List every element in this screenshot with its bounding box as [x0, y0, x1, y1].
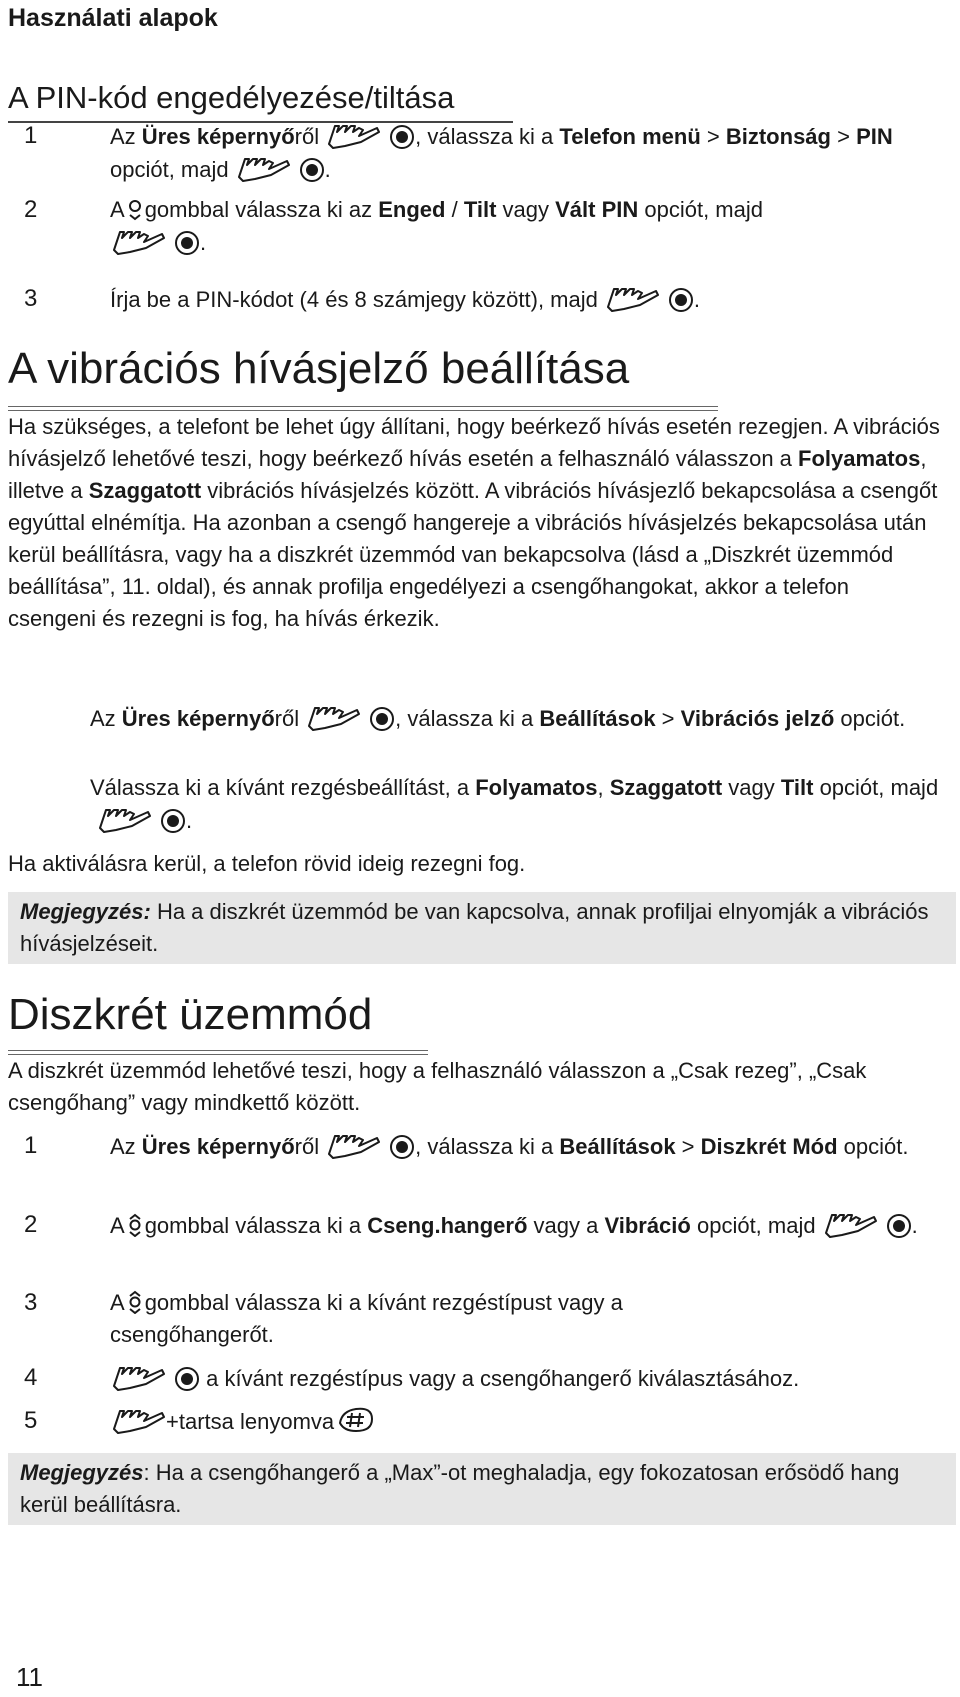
- ok-key-icon: [174, 230, 200, 256]
- menu-key-icon: [235, 153, 291, 183]
- ok-key-icon: [389, 1134, 415, 1160]
- vibra-note-box: Megjegyzés: Ha a diszkrét üzemmód be van kapcsolva, annak profiljai elnyomják a vibrációs hívásjelzéseit.: [8, 892, 956, 964]
- note-label: Megjegyzés:: [20, 899, 151, 924]
- pin-step-1: Az Üres képernyőről , válassza ki a Telefon menü > Biztonság > PIN opciót, majd .: [110, 120, 940, 186]
- vibra-activation-note: Ha aktiválásra kerül, a telefon rövid ideig rezegni fog.: [8, 851, 526, 876]
- menu-key-icon: [96, 804, 152, 834]
- discreet-intro: A diszkrét üzemmód lehetővé teszi, hogy a felhasználó válasszon a „Csak rezeg”, „Csak csengőhang” vagy mindkettő között.: [8, 1058, 867, 1115]
- step-number: 4: [24, 1364, 38, 1391]
- step-number: 3: [24, 285, 38, 312]
- discreet-step-1: Az Üres képernyőről , válassza ki a Beállítások > Diszkrét Mód opciót.: [110, 1130, 940, 1163]
- step-number: 3: [24, 1289, 38, 1316]
- menu-key-icon: [110, 1362, 166, 1392]
- ok-key-icon: [160, 808, 186, 834]
- menu-key-icon: [822, 1209, 878, 1239]
- discreet-step-2: A gombbal válassza ki a Cseng.hangerő vagy a Vibráció opciót, majd .: [110, 1209, 940, 1242]
- vibra-step-2: Válassza ki a kívánt rezgésbeállítást, a Folyamatos, Szaggatott vagy Tilt opciót, majd.: [90, 775, 939, 833]
- discreet-step-3: A gombbal válassza ki a kívánt rezgéstípust vagy a csengőhangerőt.: [110, 1290, 623, 1347]
- page-header: Használati alapok: [8, 4, 218, 32]
- menu-key-icon: [325, 120, 381, 150]
- discreet-section-title: Diszkrét üzemmód: [8, 990, 373, 1039]
- ok-key-icon: [299, 157, 325, 183]
- ok-key-icon: [389, 124, 415, 150]
- note-label: Megjegyzés: [20, 1460, 144, 1485]
- step-number: 1: [24, 122, 38, 149]
- menu-key-icon: [604, 283, 660, 313]
- vibra-step-1: Az Üres képernyőről , válassza ki a Beállítások > Vibrációs jelző opciót.: [90, 702, 940, 735]
- nav-down-key-icon: [127, 197, 143, 221]
- nav-updown-key-icon: [127, 1290, 143, 1314]
- step-number: 2: [24, 1211, 38, 1238]
- page-number: 11: [16, 1662, 43, 1692]
- ok-key-icon: [886, 1213, 912, 1239]
- pin-step-2: A gombbal válassza ki az Enged / Tilt vagy Vált PIN opciót, majd .: [110, 197, 763, 255]
- pin-step-3: Írja be a PIN-kódot (4 és 8 számjegy között), majd .: [110, 283, 940, 316]
- nav-updown-key-icon: [127, 1213, 143, 1237]
- pin-section-title: A PIN-kód engedélyezése/tiltása: [8, 80, 455, 115]
- vibra-description: Ha szükséges, a telefont be lehet úgy állítani, hogy beérkező hívás esetén rezegjen. A vibrációs hívásjelző lehetővé teszi, hogy beérkező hívás esetén a felhasználó válasszon a Folyamatos, illetve a Szaggatott vibrációs hívásjelzés között. A vibrációs hívásjezlő bekapcsolása a csengőt egyúttal elnémítja. Ha azonban a csengő hangereje a vibrációs hívásjelzés bekapcsolása után kerül beállításra, vagy ha a diszkrét üzemmód van bekapcsolva (lásd a „Diszkrét üzemmód beállítása”, 11. oldal), és annak profilja engedélyezi a csengőhangokat, akkor a telefon csengeni és rezegni is fog, ha hívás érkezik.: [8, 414, 940, 631]
- hash-key-icon: [336, 1405, 376, 1435]
- vibra-section-title: A vibrációs hívásjelző beállítása: [8, 344, 630, 393]
- discreet-step-5: +tartsa lenyomva: [110, 1405, 940, 1438]
- ok-key-icon: [369, 706, 395, 732]
- step-number: 2: [24, 196, 38, 223]
- ok-key-icon: [174, 1366, 200, 1392]
- ok-key-icon: [668, 287, 694, 313]
- menu-key-icon: [110, 1405, 166, 1435]
- menu-key-icon: [305, 702, 361, 732]
- menu-key-icon: [325, 1130, 381, 1160]
- step-number: 5: [24, 1407, 38, 1434]
- step-number: 1: [24, 1132, 38, 1159]
- discreet-step-4: a kívánt rezgéstípus vagy a csengőhangerő kiválasztásához.: [110, 1362, 950, 1395]
- menu-key-icon: [110, 226, 166, 256]
- discreet-note-box: Megjegyzés: Ha a csengőhangerő a „Max”-ot meghaladja, egy fokozatosan erősödő hang kerül beállításra.: [8, 1453, 956, 1525]
